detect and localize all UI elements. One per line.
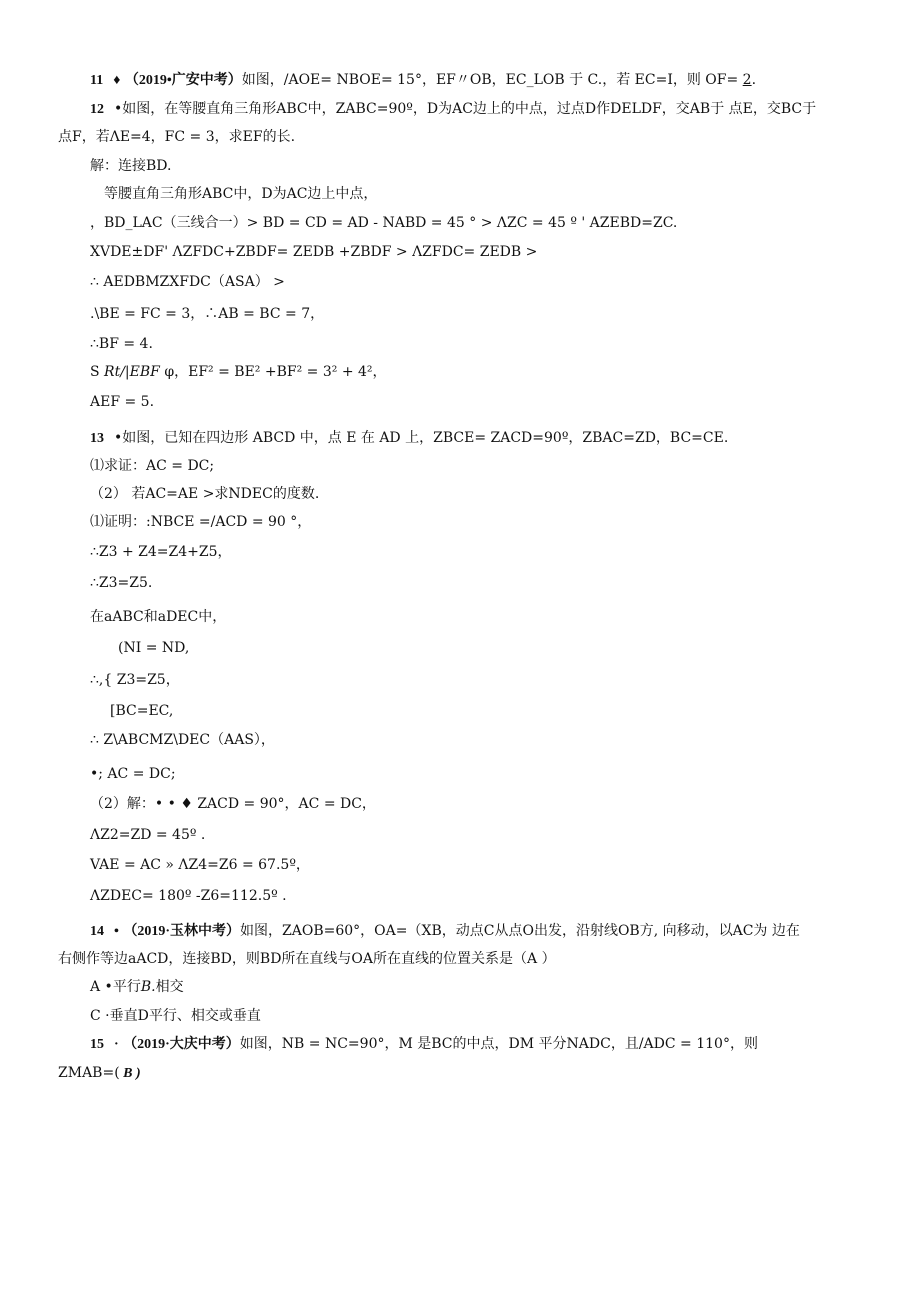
solution-line: ∴,{ Z3=Z5， (90, 672, 180, 688)
problem-number: 13 (90, 431, 104, 446)
solution-line: ∴BF = 4. (90, 336, 153, 352)
solution-line: .\BE = FC = 3，∴AB = BC = 7， (90, 306, 325, 322)
problem-12-line1 (90, 99, 816, 120)
question-1: ⑴求证：AC = DC; (90, 458, 215, 474)
problem-12-line2: 点F，若ΛE=4，FC = 3，求EF的长. (58, 129, 296, 145)
right-triangle-label: Rt∕|EBF (104, 364, 160, 380)
solution-line: AEF = 5. (90, 394, 155, 410)
problem-marker: • (114, 924, 119, 939)
problem-marker: · (114, 1037, 119, 1052)
problem-11 (90, 70, 756, 91)
solution-line: VAE = AC » ΛZ4=Z6 = 67.5º， (90, 857, 310, 873)
solution-line (90, 362, 387, 382)
problem-marker: ♦ (113, 73, 121, 88)
solution-line: [BC=EC, (110, 703, 174, 719)
solution-line: （2）解：• • ♦ ZACD = 90°，AC = DC， (90, 796, 376, 812)
problem-number: 14 (90, 924, 104, 939)
solution-line: ∴Z3=Z5. (90, 575, 153, 591)
problem-number: 15 (90, 1037, 104, 1052)
problem-number: 12 (90, 102, 104, 117)
solution-line: ⑴证明：:NBCE =/ACD = 90 °， (90, 514, 312, 530)
problem-number: 11 (90, 73, 104, 88)
problem-14-line2: 右侧作等边aACD，连接BD，则BD所在直线与OA所在直线的位置关系是（A ） (58, 951, 556, 967)
solution-line: ，BD_LAC（三线合一）> BD = CD = AD - NABD = 45 ° > ΛZC = 45 º ' AZEBD=ZC. (90, 215, 678, 231)
problem-text: •如图，已知在四边形 ABCD 中，点 E 在 AD 上，ZBCE= ZACD=90º，ZBAC=ZD，BC=CE. (114, 430, 729, 446)
problem-13 (90, 428, 728, 449)
answer-blank: 2 (742, 72, 752, 88)
problem-source: （2019•广安中考） (124, 73, 242, 88)
problem-14-line1 (90, 921, 800, 942)
solution-prefix: S (90, 364, 105, 380)
problem-source: （2019·大庆中考） (123, 1037, 240, 1052)
solution-line: ΛZ2=ZD = 45º . (90, 827, 206, 843)
question-2: （2） 若AC=AE >求NDEC的度数. (90, 486, 320, 502)
problem-text: 如图，/AOE= NBOE= 15°，EF〃OB，EC_LOB 于 C.，若 EC=I，则 OF= (241, 72, 739, 88)
problem-text: •如图，在等腰直角三角形ABC中，ZABC=90º，D为AC边上的中点，过点D作DELDF，交AB于 点E，交BC于 (114, 101, 817, 117)
options-line-1 (90, 977, 184, 997)
solution-line: ∴ Z\ABCMZ\DEC（AAS）， (90, 732, 275, 748)
solution-line: 在aABC和aDEC中， (90, 609, 227, 625)
solution-text: φ，EF² = BE² +BF² = 3² + 4²， (159, 364, 387, 380)
problem-text: 如图，NB = NC=90°，M 是BC的中点，DM 平分NADC，且/ADC = 110°，则 (239, 1036, 758, 1052)
answer-choice: B ) (119, 1066, 141, 1081)
solution-line: ∴ AEDBMZXFDC（ASA） > (90, 274, 285, 290)
solution-line: 等腰直角三角形ABC中，D为AC边上中点， (104, 186, 378, 202)
problem-end: . (751, 72, 757, 88)
options-line-2: C ·垂直D平行、相交或垂直 (90, 1008, 261, 1024)
option-b: 相交 (155, 979, 184, 995)
solution-line: •; AC = DC; (90, 766, 176, 782)
solution-line: XVDE±DF' ΛZFDC+ZBDF= ZEDB +ZBDF > ΛZFDC= ZEDB > (90, 244, 538, 260)
problem-15-line2 (58, 1063, 141, 1084)
problem-15-line1 (90, 1034, 758, 1055)
solution-line: ∴Z3 + Z4=Z4+Z5， (90, 544, 232, 560)
problem-text: ZMAB=( (58, 1065, 120, 1081)
problem-source: （2019·玉林中考） (123, 924, 241, 939)
option-b-letter: B. (140, 979, 156, 995)
solution-line: (NI = ND, (118, 640, 190, 656)
solution-line: ΛZDEC= 180º -Z6=112.5º . (90, 888, 287, 904)
problem-text: 如图，ZAOB=60°，OA=（XB，动点C从点O出发，沿射线OB方, 向移动，以AC为 边在 (240, 923, 800, 939)
solution-line: 解：连接BD. (90, 158, 172, 174)
option-a: A •平行 (90, 979, 141, 995)
